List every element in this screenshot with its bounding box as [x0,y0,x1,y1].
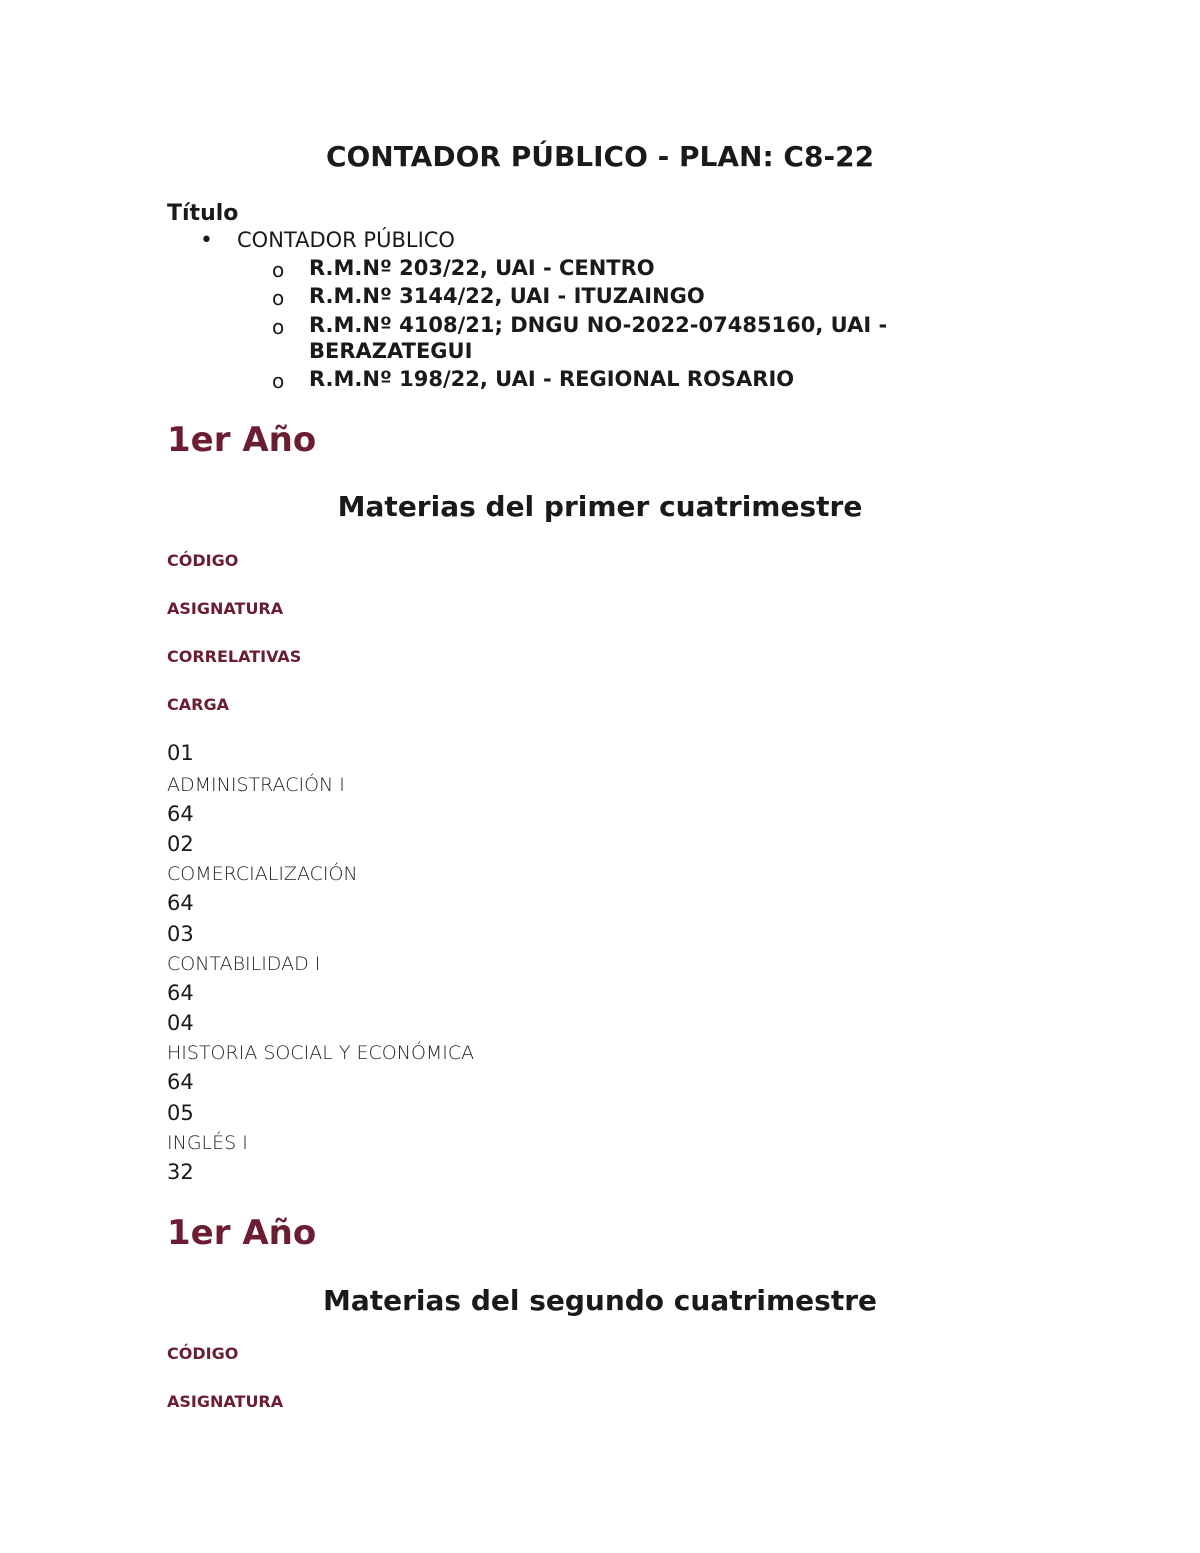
circle-bullet-icon: o [272,369,285,393]
subject-load: 64 [167,802,194,826]
column-header-prerequisites: CORRELATIVAS [167,647,302,666]
resolution-item: R.M.Nº 203/22, UAI - CENTRO [309,256,655,280]
circle-bullet-icon: o [272,315,285,339]
subject-code: 04 [167,1011,194,1035]
resolution-item-continued: BERAZATEGUI [309,339,473,363]
column-header-subject: ASIGNATURA [167,1392,284,1411]
column-header-code: CÓDIGO [167,551,239,570]
resolution-item: R.M.Nº 3144/22, UAI - ITUZAINGO [309,284,705,308]
semester-title: Materias del primer cuatrimestre [337,490,863,523]
subject-name: CONTABILIDAD I [167,953,321,975]
subject-load: 32 [167,1160,194,1184]
resolution-item: R.M.Nº 4108/21; DNGU NO-2022-07485160, UAI - [309,313,888,337]
year-heading: 1er Año [167,1213,317,1253]
subject-name: COMERCIALIZACIÓN [167,863,358,885]
subject-name: ADMINISTRACIÓN I [167,774,345,796]
titulo-label: Título [167,201,239,226]
bullet-icon: • [200,228,213,253]
year-heading: 1er Año [167,420,317,460]
subject-load: 64 [167,981,194,1005]
subject-name: INGLÉS I [167,1132,248,1154]
document-title: CONTADOR PÚBLICO - PLAN: C8-22 [325,140,875,173]
subject-code: 05 [167,1101,194,1125]
circle-bullet-icon: o [272,258,285,282]
subject-load: 64 [167,891,194,915]
subject-load: 64 [167,1070,194,1094]
subject-code: 01 [167,741,194,765]
subject-code: 02 [167,832,194,856]
resolution-item: R.M.Nº 198/22, UAI - REGIONAL ROSARIO [309,367,795,391]
subject-code: 03 [167,922,194,946]
subject-name: HISTORIA SOCIAL Y ECONÓMICA [167,1042,475,1064]
degree-name: CONTADOR PÚBLICO [237,228,455,252]
column-header-load: CARGA [167,695,229,714]
column-header-subject: ASIGNATURA [167,599,284,618]
circle-bullet-icon: o [272,286,285,310]
semester-title: Materias del segundo cuatrimestre [322,1284,878,1317]
column-header-code: CÓDIGO [167,1344,239,1363]
